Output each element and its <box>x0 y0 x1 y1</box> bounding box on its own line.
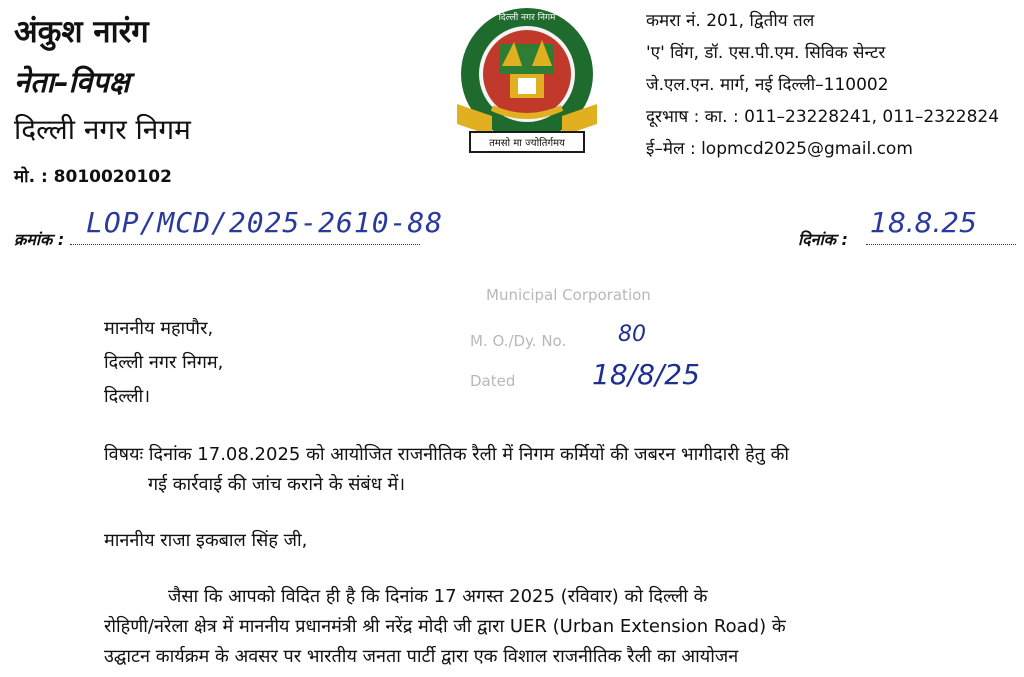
subject-label: विषयः <box>104 444 144 465</box>
stamp-dy-number: 80 <box>618 322 646 347</box>
stamp-date-handwritten: 18/8/25 <box>592 358 700 391</box>
logo-top-text: दिल्ली नगर निगम <box>498 13 556 23</box>
body-line-3: उद्घाटन कार्यक्रम के अवसर पर भारतीय जनता पार्टी द्वारा एक विशाल राजनीतिक रैली का आयोजन <box>104 646 739 667</box>
date-handwritten: 18.8.25 <box>870 206 977 239</box>
reference-number-handwritten: LOP/MCD/2025-2610-88 <box>86 206 444 239</box>
stamp-line-3: Dated <box>470 372 516 390</box>
phone-line: दूरभाष : का. : 011–23228241, 011–2322824 <box>646 107 1000 127</box>
body-line-2: रोहिणी/नरेला क्षेत्र में माननीय प्रधानमंत्री श्री नरेंद्र मोदी जी द्वारा UER (Urban Extension Road) के <box>104 616 786 637</box>
addressee-line-3: दिल्ली। <box>104 386 151 407</box>
subject-line-2: गई कार्रवाई की जांच कराने के संबंध में। <box>148 474 406 495</box>
address-line-1: कमरा नं. 201, द्वितीय तल <box>646 11 815 31</box>
addressee-line-2: दिल्ली नगर निगम, <box>104 352 224 373</box>
subject-line-1: दिनांक 17.08.2025 को आयोजित राजनीतिक रैली में निगम कर्मियों की जबरन भागीदारी हेतु की <box>148 444 790 465</box>
email-line: ई–मेल : lopmcd2025@gmail.com <box>646 139 913 159</box>
subject-block <box>104 440 984 500</box>
address-line-3: जे.एल.एन. मार्ग, नई दिल्ली–110002 <box>646 75 889 95</box>
sender-organization: दिल्ली नगर निगम <box>14 113 191 146</box>
body-line-1: जैसा कि आपको विदित ही है कि दिनांक 17 अगस्त 2025 (रविवार) को दिल्ली के <box>168 586 708 607</box>
address-line-2: 'ए' विंग, डॉ. एस.पी.एम. सिविक सेन्टर <box>646 43 886 63</box>
body-paragraph <box>104 582 984 672</box>
reference-dotted-line <box>70 244 420 245</box>
stamp-line-2: M. O./Dy. No. <box>470 332 567 350</box>
mcd-logo-emblem <box>452 4 602 156</box>
salutation: माननीय राजा इकबाल सिंह जी, <box>104 530 308 551</box>
date-label: दिनांक : <box>798 230 848 249</box>
reference-label: क्रमांक : <box>14 230 65 249</box>
date-dotted-line <box>866 244 1016 245</box>
stamp-line-1: Municipal Corporation <box>486 286 651 304</box>
receipt-stamp <box>466 268 736 408</box>
sender-designation: नेता–विपक्ष <box>14 65 130 99</box>
sender-name: अंकुश नारंग <box>14 14 149 50</box>
logo-motto: तमसो मा ज्योतिर्गमय <box>489 138 565 149</box>
addressee-line-1: माननीय महापौर, <box>104 318 214 339</box>
sender-mobile: मो. : 8010020102 <box>14 167 172 187</box>
